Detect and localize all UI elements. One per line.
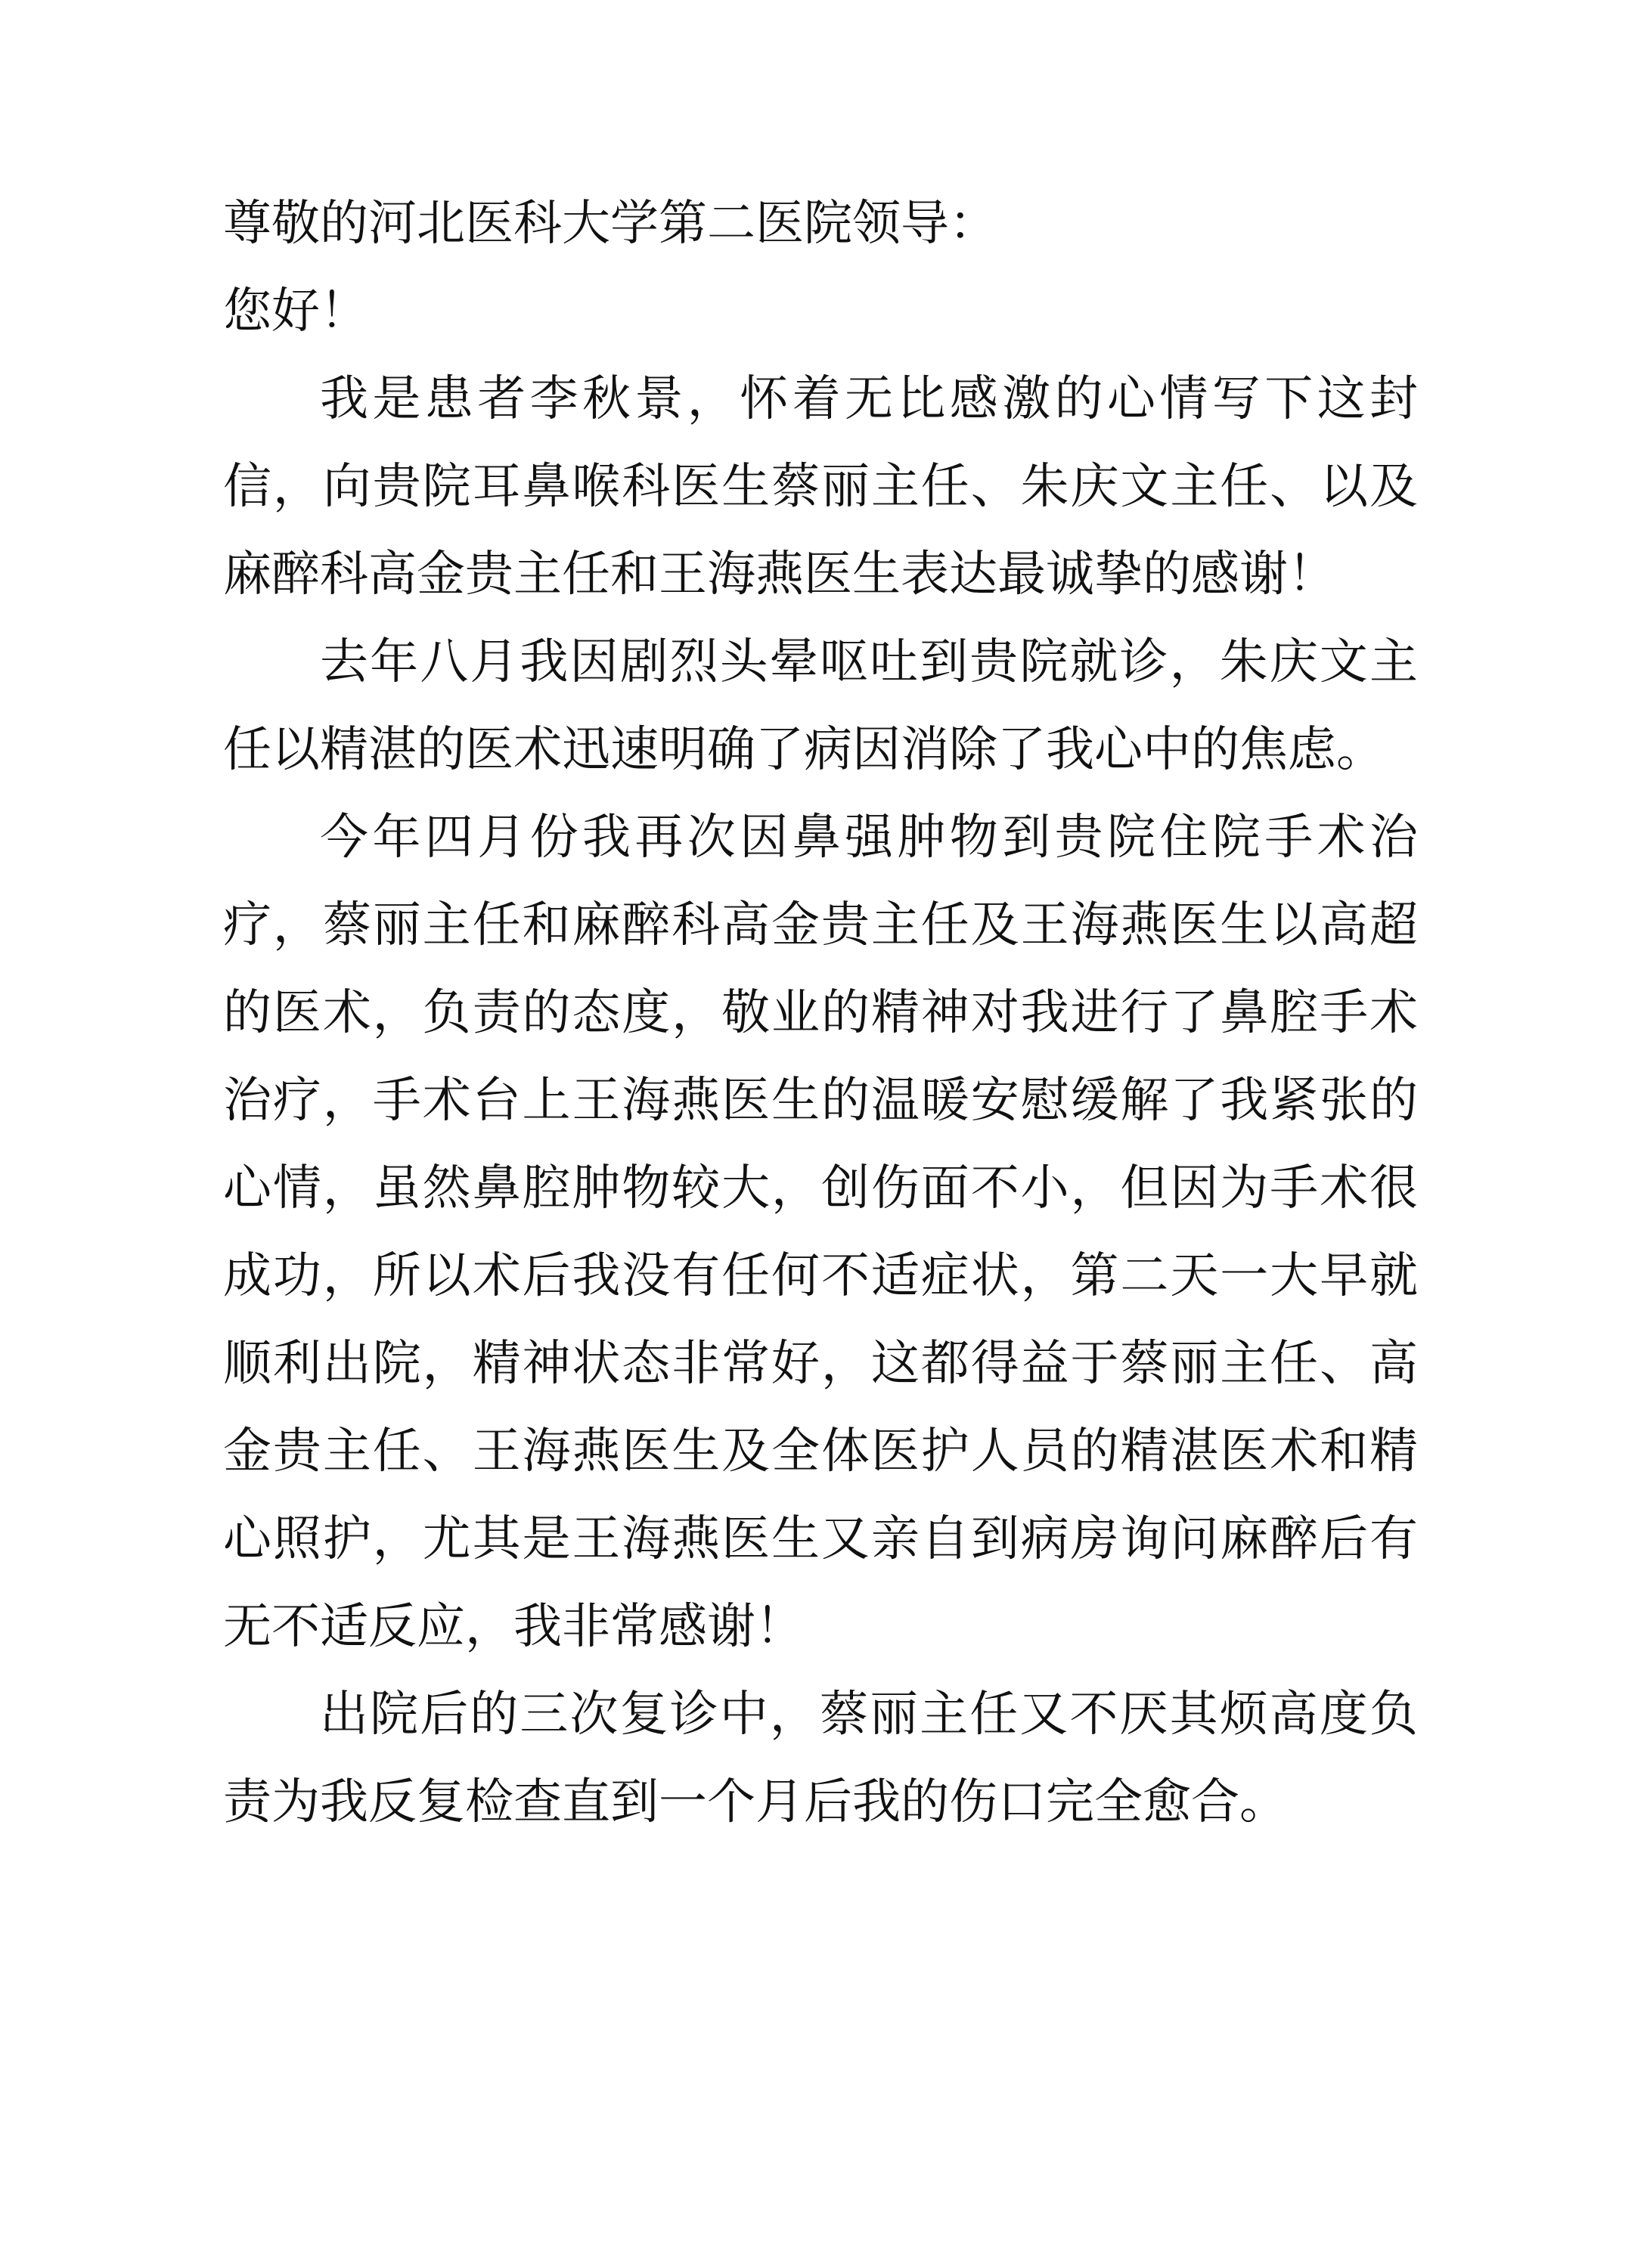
paragraph-4: 出院后的三次复诊中，蔡丽主任又不厌其烦高度负责为我反复检查直到一个月后我的伤口完全愈合。 [223,1687,1418,1830]
paragraph-3: 今年四月份我再次因鼻强肿物到贵院住院手术治疗，蔡丽主任和麻醉科高金贵主任及王海燕医生以高超的医术，负责的态度，敬业的精神对我进行了鼻腔手术治疗，手术台上王海燕医生的温暖安慰缓解了我紧张的心情，虽然鼻腔肿物较大，创伤面不小，但因为手术很成功，所以术后我没有任何不适症状，第二天一大早就顺利出院，精神状态非常好，这都得益于蔡丽主任、高金贵主任、王海燕医生及全体医护人员的精湛医术和精心照护，尤其是王海燕医生又亲自到病房询问麻醉后有无不适反应，我非常感谢！ [223,810,1418,1655]
paragraph-2: 去年八月我因剧烈头晕呕吐到贵院就诊，朱庆文主任以精湛的医术迅速明确了病因消除了我心中的焦虑。 [223,634,1418,778]
paragraph-1: 我是患者李秋景，怀着无比感激的心情写下这封信，向贵院耳鼻喉科医生蔡丽主任、朱庆文主任、以及麻醉科高金贵主任和王海燕医生表达最诚挚的感谢！ [223,371,1418,603]
salutation: 尊敬的河北医科大学第二医院领导： [223,196,997,252]
letter-body [223,180,1418,1846]
greeting: 您好！ [223,284,368,339]
